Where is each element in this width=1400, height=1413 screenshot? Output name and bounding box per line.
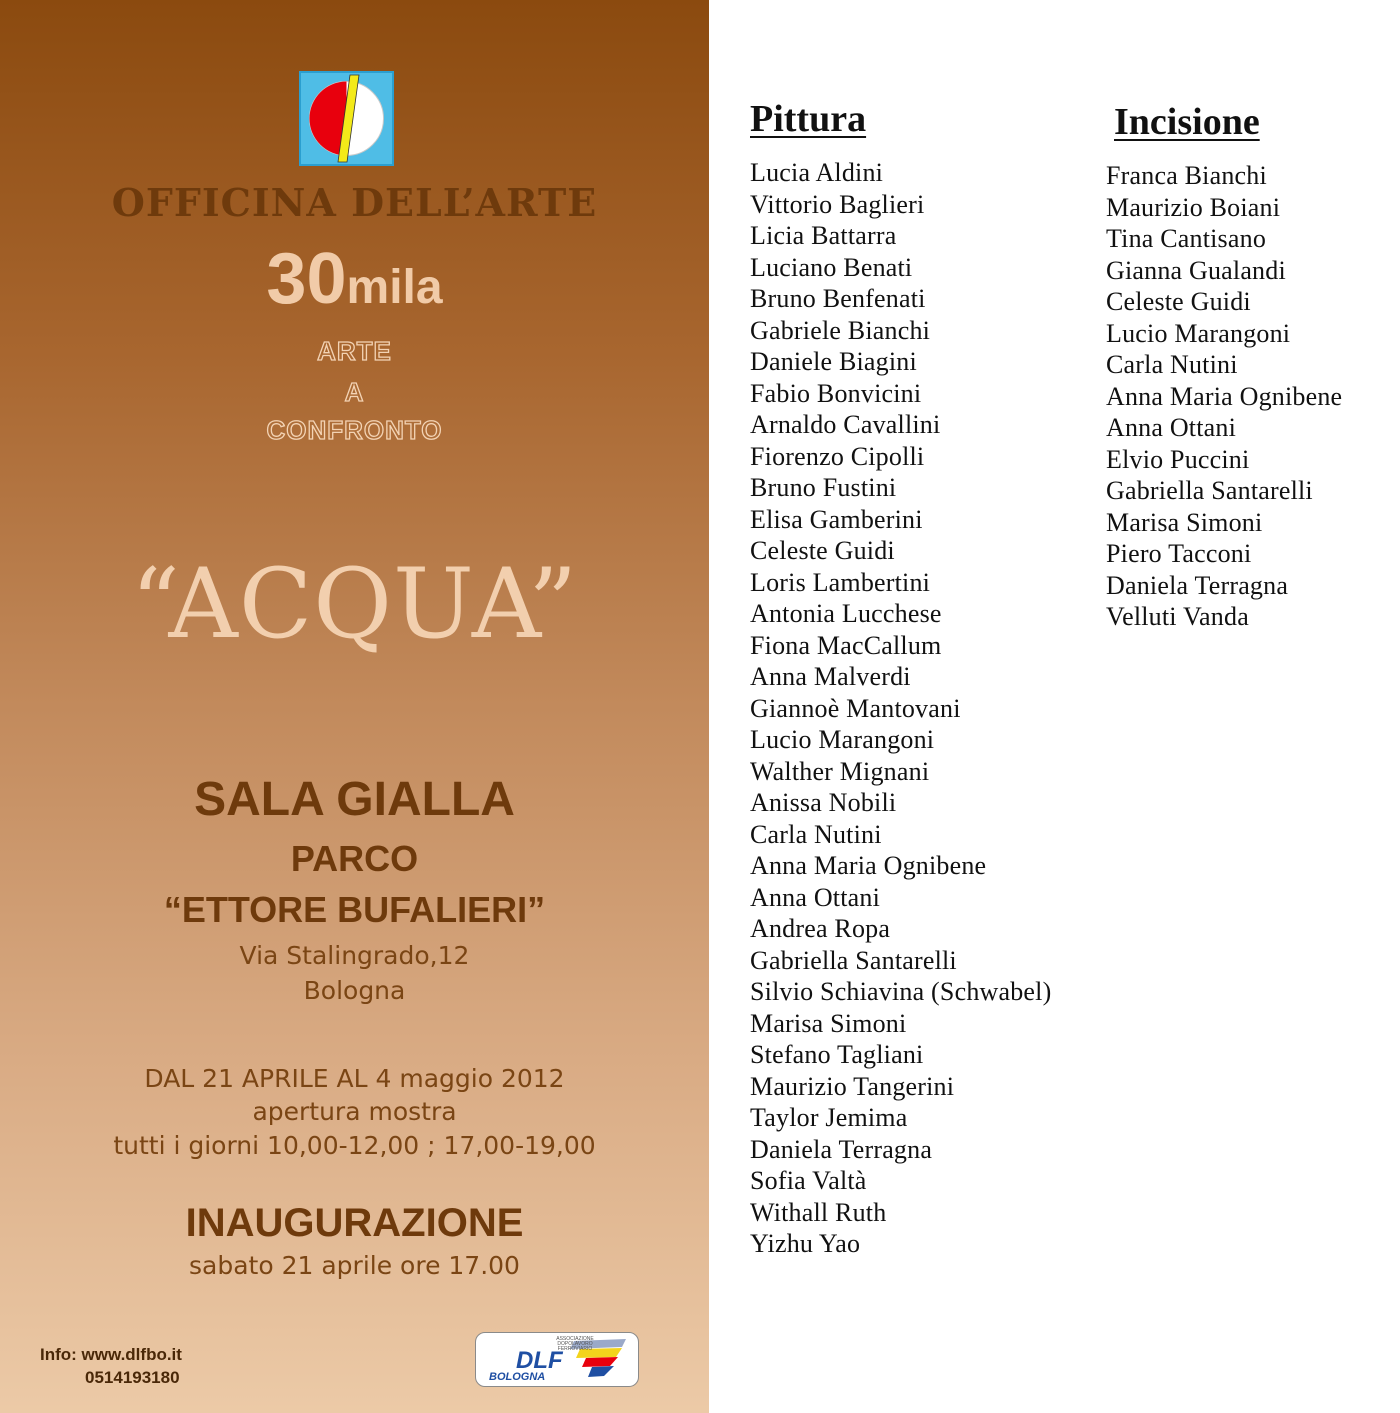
artist-name: Taylor Jemima [750, 1103, 908, 1132]
dlf-logo [475, 1332, 639, 1387]
subtitle-line1: ARTE [317, 336, 392, 366]
artist-name: Gabriella Santarelli [1106, 476, 1313, 505]
dlf-city: BOLOGNA [489, 1371, 546, 1383]
artist-name: Giannoè Mantovani [750, 693, 961, 723]
info-website: Info: www.dlfbo.it [40, 1345, 182, 1364]
artist-name: Fabio Bonvicini [750, 378, 922, 408]
artist-name: Fiona MacCallum [750, 630, 942, 660]
artist-name: Elvio Puccini [1106, 444, 1250, 474]
artist-name: Lucia Aldini [750, 158, 884, 187]
artist-name: Maurizio Tangerini [750, 1071, 955, 1101]
artist-name: Piero Tacconi [1106, 539, 1252, 568]
artist-name: Loris Lambertini [750, 567, 931, 597]
artist-name: Anna Maria Ognibene [1106, 381, 1343, 411]
artist-name: Marisa Simoni [1106, 507, 1263, 537]
pittura-column [750, 94, 1051, 1260]
exhibition-title: “ACQUA” [130, 548, 579, 660]
dlf-name: DLF [516, 1347, 563, 1374]
dlf-small-text: ASSOCIAZIONE DOPOLAVORO FERROVIARIO [556, 1336, 594, 1352]
inauguration-time: sabato 21 aprile ore 17.00 [189, 1251, 520, 1280]
park-label: PARCO [290, 838, 419, 879]
artist-name: Withall Ruth [750, 1197, 887, 1227]
artist-name: Stefano Tagliani [750, 1040, 924, 1069]
artist-name: Anna Ottani [750, 882, 881, 912]
pittura-heading: Pittura [750, 98, 867, 140]
org-name: OFFICINA DELL’ARTE [111, 180, 598, 225]
event-series-title [0, 238, 709, 320]
artist-name: Celeste Guidi [1106, 287, 1251, 316]
artist-name: Andrea Ropa [750, 914, 891, 943]
opening-hours: tutti i giorni 10,00-12,00 ; 17,00-19,00 [113, 1131, 596, 1160]
artist-name: Anna Ottani [1106, 413, 1237, 442]
officina-dell-arte-logo-icon [299, 71, 394, 166]
incisione-list [1106, 160, 1342, 633]
incisione-column [1106, 94, 1342, 633]
artist-name: Licia Battarra [750, 221, 897, 250]
artist-name: Anissa Nobili [750, 788, 897, 817]
artist-name: Carla Nutini [750, 819, 882, 849]
artist-name: Walther Mignani [750, 756, 930, 786]
artist-name: Carla Nutini [1106, 350, 1238, 379]
artist-name: Luciano Benati [750, 252, 913, 282]
artist-name: Silvio Schiavina (Schwabel) [750, 977, 1052, 1006]
artist-name: Vittorio Baglieri [750, 189, 925, 219]
pittura-list [750, 157, 1051, 1260]
info-phone: 0514193180 [85, 1368, 180, 1387]
artist-name: Gianna Gualandi [1106, 255, 1286, 285]
subtitle-line2: A [344, 377, 365, 407]
artist-name: Bruno Fustini [750, 473, 897, 502]
artist-name: Celeste Guidi [750, 536, 895, 565]
artist-name: Bruno Benfenati [750, 284, 926, 313]
thirty-number: 30 [266, 239, 347, 319]
artist-name: Fiorenzo Cipolli [750, 441, 925, 471]
artist-name: Daniele Biagini [750, 347, 917, 376]
artist-name: Antonia Lucchese [750, 599, 942, 628]
logo-graphic [301, 73, 392, 164]
artist-name: Lucio Marangoni [750, 725, 935, 754]
artist-name: Anna Malverdi [750, 662, 911, 691]
artist-name: Franca Bianchi [1106, 161, 1267, 190]
artist-name: Gabriella Santarelli [750, 945, 957, 975]
artist-name: Arnaldo Cavallini [750, 410, 941, 439]
opening-label: apertura mostra [252, 1097, 457, 1126]
artist-name: Yizhu Yao [750, 1229, 861, 1258]
artist-name: Daniela Terragna [750, 1134, 933, 1164]
incisione-heading: Incisione [1114, 101, 1260, 143]
artist-name: Tina Cantisano [1106, 224, 1267, 253]
inauguration-heading: INAUGURAZIONE [185, 1201, 524, 1245]
artist-name: Daniela Terragna [1106, 570, 1289, 600]
park-name: “ETTORE BUFALIERI” [163, 889, 546, 930]
artist-name: Lucio Marangoni [1106, 318, 1291, 348]
artist-name: Maurizio Boiani [1106, 192, 1281, 222]
contact-info [40, 1343, 182, 1389]
venue-name: SALA GIALLA [194, 773, 515, 826]
thirty-suffix: mila [346, 261, 443, 314]
subtitle-line3: CONFRONTO [266, 415, 443, 445]
artist-name: Sofia Valtà [750, 1166, 867, 1195]
artist-name: Elisa Gamberini [750, 504, 923, 534]
city: Bologna [303, 976, 406, 1005]
address: Via Stalingrado,12 [239, 941, 470, 970]
artist-name: Velluti Vanda [1106, 602, 1249, 631]
artist-name: Gabriele Bianchi [750, 315, 931, 345]
exhibition-dates: DAL 21 APRILE AL 4 maggio 2012 [144, 1064, 565, 1093]
artist-name: Marisa Simoni [750, 1008, 907, 1038]
artist-name: Anna Maria Ognibene [750, 851, 987, 880]
